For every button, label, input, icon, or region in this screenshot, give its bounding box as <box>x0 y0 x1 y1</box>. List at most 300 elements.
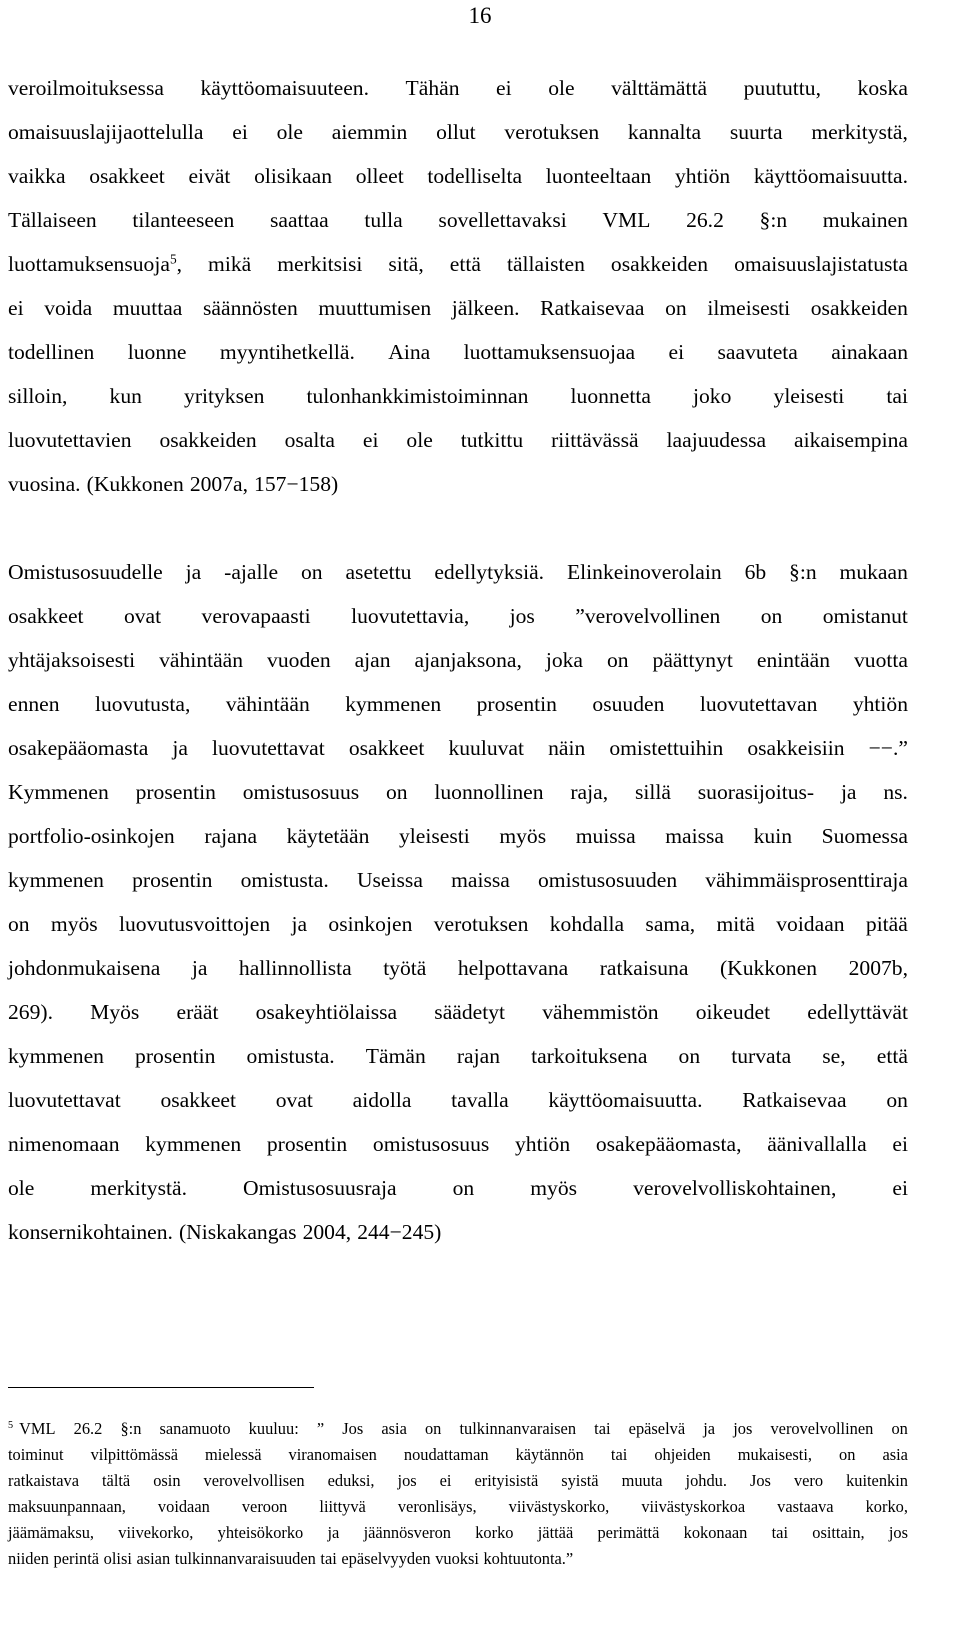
word: ainakaan <box>831 340 908 364</box>
word: asia <box>882 1445 908 1464</box>
word: 269). <box>8 1000 53 1024</box>
word: puututtu, <box>743 76 821 100</box>
footnote-line <box>8 1494 908 1520</box>
word: prosentin <box>135 1044 216 1068</box>
word: osakkeet <box>348 736 425 760</box>
word: kuitenkin <box>846 1471 908 1490</box>
word: olisi <box>103 1549 132 1568</box>
word: omistusosuuden <box>537 868 678 892</box>
word: niiden <box>8 1549 49 1568</box>
word: helpottavana <box>457 956 569 980</box>
word: käytännön <box>515 1445 584 1464</box>
word: osakkeiden <box>159 428 257 452</box>
word: on <box>8 912 30 936</box>
word: asian <box>136 1549 171 1568</box>
word: Jos <box>749 1471 771 1490</box>
word: aiemmin <box>331 120 408 144</box>
word: sitä, <box>388 252 424 276</box>
word: raja, <box>570 780 609 804</box>
word: voida <box>44 296 93 320</box>
word: säädetyt <box>434 1000 506 1024</box>
word: kokonaan <box>683 1523 748 1542</box>
word: omistusosuus <box>372 1132 490 1156</box>
word: merkitystä, <box>811 120 908 144</box>
word: kohtuutonta.” <box>483 1549 574 1568</box>
word: sama, <box>645 912 696 936</box>
word: vähimmäisprosenttiraja <box>705 868 908 892</box>
word: $^5$ VML <box>8 1419 56 1438</box>
text-line <box>8 902 908 946</box>
word: jäännösveron <box>363 1523 451 1542</box>
word: veronlisäys, <box>397 1497 477 1516</box>
word: −−.” <box>868 736 908 760</box>
word: viivästyskorko, <box>508 1497 610 1516</box>
word: yleisesti <box>398 824 470 848</box>
text-line <box>8 990 908 1034</box>
word: ole <box>406 428 433 452</box>
word: ilmeisesti <box>707 296 791 320</box>
word: myös <box>50 912 98 936</box>
text-line <box>8 814 908 858</box>
word: omistanut <box>822 604 908 628</box>
text-line <box>8 1078 908 1122</box>
word: nimenomaan <box>8 1132 120 1156</box>
word: (Kukkonen <box>86 472 184 496</box>
word: luonnetta <box>570 384 651 408</box>
text-line <box>8 726 908 770</box>
word: osakepääomasta, <box>595 1132 742 1156</box>
word: -ajalle <box>224 560 279 584</box>
footnote-line <box>8 1546 908 1572</box>
word: Tällaiseen <box>8 208 97 232</box>
word: laajuudessa <box>666 428 767 452</box>
word: tulla <box>364 208 403 232</box>
word: 26.2 <box>73 1419 103 1438</box>
word: yhtiön <box>852 692 908 716</box>
word: muuta <box>621 1471 663 1490</box>
word: silloin, <box>8 384 68 408</box>
word: erityisistä <box>474 1471 539 1490</box>
text-line <box>8 1034 908 1078</box>
word: osakkeet <box>8 604 84 628</box>
word: epäselvyyden <box>341 1549 431 1568</box>
word: Omistusosuudelle <box>8 560 163 584</box>
word: Jos <box>342 1419 364 1438</box>
word: verotuksen <box>433 912 529 936</box>
word: vilpittömässä <box>90 1445 179 1464</box>
word: tulkinnanvaraisuuden <box>174 1549 316 1568</box>
word: kuin <box>753 824 792 848</box>
word: on <box>606 648 629 672</box>
word: ns. <box>883 780 908 804</box>
word: prosentin <box>476 692 557 716</box>
word: omaisuuslajistatusta <box>734 252 908 276</box>
word: verovelvolliskohtainen, <box>633 1176 837 1200</box>
text-line <box>8 110 908 154</box>
word: Useissa <box>356 868 423 892</box>
text-line <box>8 418 908 462</box>
word: 2007a, <box>189 472 248 496</box>
word: ovat <box>275 1088 313 1112</box>
word: perimättä <box>597 1523 660 1542</box>
word: muuttumisen <box>318 296 432 320</box>
word: osakepääomasta <box>8 736 149 760</box>
word: yhtiön <box>675 164 731 188</box>
word: saavuteta <box>717 340 798 364</box>
word: vuotta <box>854 648 908 672</box>
word: korko, <box>865 1497 908 1516</box>
word: tältä <box>102 1471 131 1490</box>
word: muissa <box>575 824 636 848</box>
footnote-reference: 5 <box>169 251 177 267</box>
word: 6b <box>744 560 767 584</box>
word: kannalta <box>627 120 702 144</box>
word: osakkeiden <box>810 296 908 320</box>
word: ja <box>703 1419 716 1438</box>
word: sillä <box>634 780 671 804</box>
word: jos <box>397 1471 417 1490</box>
word: osakkeisiin <box>747 736 845 760</box>
word: ja <box>291 912 308 936</box>
word: mukaan <box>839 560 908 584</box>
text-line <box>8 638 908 682</box>
word: olisikaan <box>254 164 333 188</box>
word: luonnollinen <box>434 780 544 804</box>
word: verovelvollisen <box>203 1471 305 1490</box>
word: koska <box>857 76 908 100</box>
word: kun <box>109 384 142 408</box>
word: tai <box>610 1445 628 1464</box>
word: Ratkaisevaa <box>540 296 645 320</box>
word: vähintään <box>159 648 244 672</box>
word: perintä <box>53 1549 100 1568</box>
word: Omistusosuusraja <box>243 1176 397 1200</box>
word: luottamuksensuojaa <box>463 340 636 364</box>
word: luovutettavat <box>212 736 325 760</box>
word: aikaisempina <box>794 428 908 452</box>
word: luonteeltaan <box>545 164 652 188</box>
word: luovutusvoittojen <box>119 912 271 936</box>
word: ajanjaksona, <box>414 648 522 672</box>
text-line <box>8 286 908 330</box>
text-line <box>8 330 908 374</box>
word: luovutettavan <box>699 692 818 716</box>
word: on <box>385 780 408 804</box>
text-line <box>8 858 908 902</box>
word: ei <box>892 1176 908 1200</box>
word: prosentin <box>132 868 213 892</box>
word: 2007b, <box>848 956 908 980</box>
word: Tämän <box>365 1044 426 1068</box>
word: osakkeet <box>89 164 165 188</box>
text-line <box>8 594 908 638</box>
word: päättynyt <box>652 648 733 672</box>
word: mitä <box>716 912 755 936</box>
word: saattaa <box>269 208 329 232</box>
word: Aina <box>388 340 431 364</box>
word: olleet <box>355 164 404 188</box>
word: Ratkaisevaa <box>742 1088 847 1112</box>
word: ja <box>185 560 202 584</box>
word: säännösten <box>203 296 298 320</box>
text-line <box>8 550 908 594</box>
word: rajan <box>456 1044 500 1068</box>
word: prosentin <box>135 780 216 804</box>
word: on <box>886 1088 908 1112</box>
word: Myös <box>90 1000 140 1024</box>
word: VML <box>602 208 651 232</box>
word: voidaan <box>157 1497 210 1516</box>
word: omaisuuslajijaottelulla <box>8 120 204 144</box>
word: tai <box>886 384 908 408</box>
word: ei <box>892 1132 908 1156</box>
word: on <box>891 1419 908 1438</box>
word: syistä <box>561 1471 599 1490</box>
word: maissa <box>665 824 725 848</box>
word: johdonmukaisena <box>8 956 161 980</box>
word: ennen <box>8 692 60 716</box>
word: käyttöomaisuutta. <box>753 164 908 188</box>
word: maksuunpannaan, <box>8 1497 126 1516</box>
word: edellytyksiä. <box>434 560 545 584</box>
word: korko <box>475 1523 514 1542</box>
word: tällaisten <box>506 252 585 276</box>
word: tarkoituksena <box>531 1044 648 1068</box>
word: ja <box>327 1523 340 1542</box>
word: ole <box>8 1176 35 1200</box>
word: luovutusta, <box>95 692 191 716</box>
word: kohdalla <box>549 912 625 936</box>
word: luonne <box>127 340 187 364</box>
word: tulonhankkimistoiminnan <box>306 384 529 408</box>
word: hallinnollista <box>238 956 352 980</box>
word: viivästyskorkoa <box>641 1497 746 1516</box>
word: suurta <box>729 120 783 144</box>
word: 244−245) <box>357 1220 442 1244</box>
word: ei <box>668 340 685 364</box>
word: osuuden <box>592 692 665 716</box>
word: toiminut <box>8 1445 64 1464</box>
word: Elinkeinoverolain <box>566 560 722 584</box>
word: kuuluvat <box>448 736 525 760</box>
word: vuoden <box>267 648 331 672</box>
word: ja <box>172 736 188 760</box>
word: veroilmoituksessa <box>8 76 164 100</box>
footnote-line <box>8 1520 908 1546</box>
text-line <box>8 682 908 726</box>
word: osin <box>153 1471 181 1490</box>
word: kuuluu: <box>248 1419 299 1438</box>
word: se, <box>822 1044 846 1068</box>
word: 2004, <box>302 1220 352 1244</box>
word: jos <box>509 604 535 628</box>
word: viivekorko, <box>118 1523 194 1542</box>
word: tai <box>320 1549 337 1568</box>
text-line <box>8 946 908 990</box>
word: omistusosuus <box>242 780 360 804</box>
word: todelliselta <box>427 164 523 188</box>
word: enintään <box>756 648 831 672</box>
word: tulkinnanvaraisen <box>459 1419 577 1438</box>
word: vastaava <box>777 1497 834 1516</box>
word: myyntihetkellä. <box>219 340 355 364</box>
word: ja <box>840 780 857 804</box>
word: ollut <box>436 120 476 144</box>
word: on <box>760 604 783 628</box>
text-line <box>8 374 908 418</box>
word: vuoksi <box>435 1549 479 1568</box>
word: turvata <box>731 1044 792 1068</box>
text-line <box>8 1166 908 1210</box>
word: (Kukkonen <box>719 956 818 980</box>
word: vuosina. <box>8 472 81 496</box>
word: että <box>876 1044 908 1068</box>
word: verovapaasti <box>201 604 311 628</box>
word: käyttöomaisuutta. <box>548 1088 703 1112</box>
word: noudattaman <box>403 1445 489 1464</box>
word: osakeyhtiölaissa <box>255 1000 398 1024</box>
word: portfolio-osinkojen <box>8 824 175 848</box>
word: prosentin <box>266 1132 348 1156</box>
word: kymmenen <box>345 692 442 716</box>
word: myös <box>499 824 547 848</box>
word: myös <box>530 1176 578 1200</box>
footnote-marker: 5 <box>8 1420 14 1432</box>
word: ole <box>548 76 575 100</box>
word: ”verovelvollinen <box>575 604 721 628</box>
word: merkitsisi <box>277 252 363 276</box>
page-number: 16 <box>468 3 492 28</box>
word: ovat <box>123 604 162 628</box>
word: ole <box>276 120 303 144</box>
word: on <box>452 1176 475 1200</box>
word: osalta <box>284 428 335 452</box>
word: veroon <box>241 1497 288 1516</box>
word: edellyttävät <box>807 1000 908 1024</box>
word: rajana <box>204 824 258 848</box>
word: muuttaa <box>112 296 183 320</box>
word: verovelvollinen <box>770 1419 874 1438</box>
word: pitää <box>865 912 908 936</box>
word: näin <box>548 736 586 760</box>
word: oikeudet <box>695 1000 771 1024</box>
word: epäselvä <box>628 1419 686 1438</box>
word: jos <box>888 1523 908 1542</box>
word: osinkojen <box>328 912 413 936</box>
word: 157−158) <box>254 472 339 496</box>
word: aidolla <box>352 1088 412 1112</box>
word: ei <box>496 76 512 100</box>
word: Tähän <box>405 76 460 100</box>
word: ohjeiden <box>654 1445 711 1464</box>
word: ei <box>232 120 248 144</box>
text-line <box>8 1122 908 1166</box>
word: omistusta. <box>240 868 329 892</box>
word: ” <box>316 1419 325 1438</box>
word: suorasijoitus- <box>697 780 815 804</box>
word: omistusta. <box>246 1044 335 1068</box>
word: vero <box>793 1471 824 1490</box>
word: §:n <box>759 208 788 232</box>
word: §:n <box>789 560 817 584</box>
word: asia <box>381 1419 407 1438</box>
word: välttämättä <box>611 76 708 100</box>
word: luovutettavia, <box>351 604 470 628</box>
word: omistettuihin <box>609 736 724 760</box>
word: sanamuoto <box>159 1419 231 1438</box>
word: jättää <box>537 1523 574 1542</box>
word: jäämämaksu, <box>8 1523 95 1542</box>
word: kymmenen <box>8 868 104 892</box>
footnote-line <box>8 1416 908 1442</box>
word: luovutettavat <box>8 1088 121 1112</box>
word: johdu. <box>685 1471 727 1490</box>
text-line <box>8 242 908 286</box>
word: osakkeiden <box>610 252 709 276</box>
word: yhteisökorko <box>217 1523 304 1542</box>
word: (Niskakangas <box>178 1220 297 1244</box>
word: eivät <box>188 164 231 188</box>
word: käyttöomaisuuteen. <box>200 76 369 100</box>
word: on <box>300 560 323 584</box>
word: yhtäjaksoisesti <box>8 648 136 672</box>
text-line <box>8 462 908 506</box>
word: osittain, <box>812 1523 865 1542</box>
word: mukainen <box>822 208 908 232</box>
word: konsernikohtainen. <box>8 1220 173 1244</box>
text-line <box>8 1210 908 1254</box>
word: riittävässä <box>551 428 639 452</box>
text-line <box>8 198 908 242</box>
word: ei <box>8 296 24 320</box>
word: §:n <box>120 1419 142 1438</box>
word: käytetään <box>286 824 370 848</box>
word: vähemmistön <box>542 1000 659 1024</box>
footnote-line <box>8 1442 908 1468</box>
word: eduksi, <box>327 1471 375 1490</box>
word: viranomaisen <box>288 1445 377 1464</box>
word: on <box>678 1044 701 1068</box>
word: tai <box>594 1419 611 1438</box>
word: kymmenen <box>8 1044 104 1068</box>
word: mielessä <box>205 1445 262 1464</box>
word: kymmenen <box>145 1132 242 1156</box>
word: eräät <box>176 1000 219 1024</box>
text-line <box>8 770 908 814</box>
word: jos <box>733 1419 753 1438</box>
word: tilanteeseen <box>132 208 235 232</box>
word: voidaan <box>776 912 845 936</box>
word: Kymmenen <box>8 780 109 804</box>
word: on <box>665 296 687 320</box>
footnote-line <box>8 1468 908 1494</box>
text-line <box>8 66 908 110</box>
word: ja <box>191 956 208 980</box>
word: ei <box>362 428 379 452</box>
word: asetettu <box>345 560 412 584</box>
word: tai <box>771 1523 788 1542</box>
word: osakkeet <box>160 1088 237 1112</box>
word: Suomessa <box>821 824 908 848</box>
word: yleisesti <box>773 384 845 408</box>
text-line <box>8 154 908 198</box>
word: on <box>839 1445 856 1464</box>
word: ratkaisuna <box>599 956 689 980</box>
word: luottamuksensuoja$^5$, <box>8 251 183 276</box>
word: tutkittu <box>460 428 524 452</box>
word: sovellettavaksi <box>438 208 567 232</box>
word: joka <box>545 648 584 672</box>
